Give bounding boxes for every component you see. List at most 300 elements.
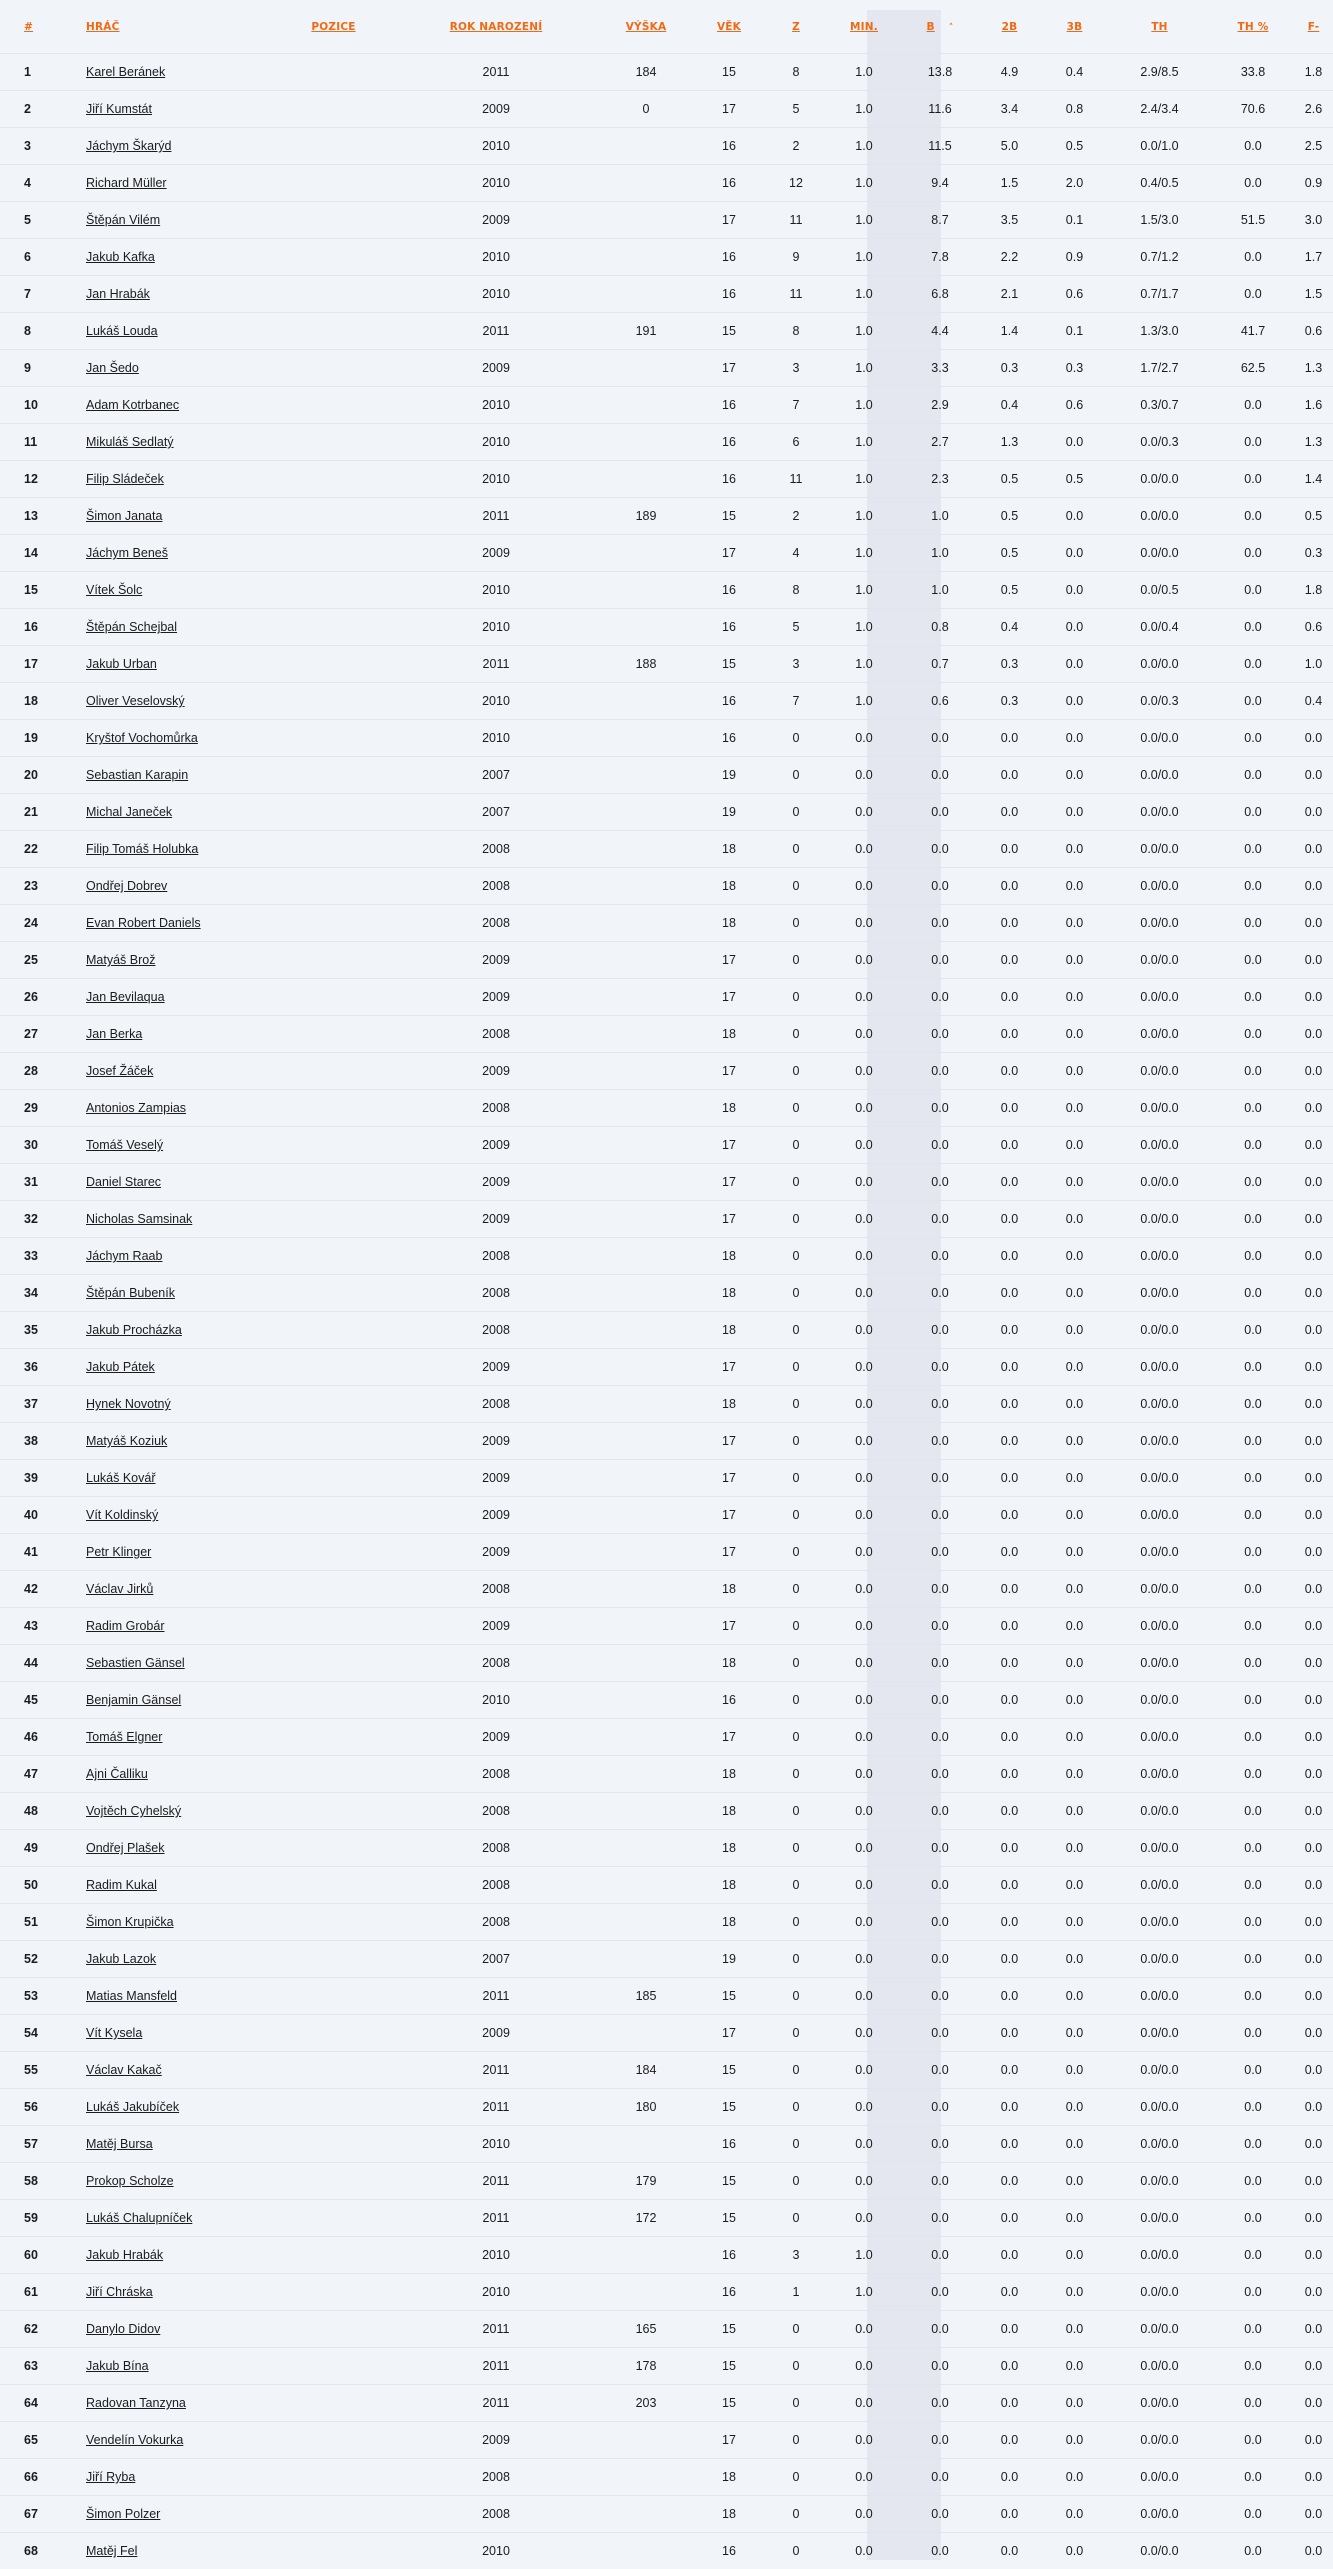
player-link[interactable]: Matěj Bursa (86, 2137, 153, 2151)
cell-fouls: 0.0 (1294, 1164, 1333, 1201)
player-link[interactable]: Jan Šedo (86, 361, 139, 375)
player-link[interactable]: Matyáš Brož (86, 953, 155, 967)
table-row (0, 498, 1333, 535)
player-link[interactable]: Jan Berka (86, 1027, 142, 1041)
cell-games: 0 (767, 2163, 825, 2200)
cell-rank: 20 (0, 757, 86, 794)
cell-minutes: 1.0 (825, 535, 903, 572)
cell-three-pointers: 0.0 (1042, 2459, 1107, 2496)
cell-age: 15 (691, 2311, 767, 2348)
player-link[interactable]: Jakub Urban (86, 657, 157, 671)
cell-player-name (86, 1941, 276, 1978)
cell-player-name (86, 609, 276, 646)
cell-free-throw-pct: 0.0 (1212, 1571, 1294, 1608)
cell-points: 0.0 (903, 1941, 977, 1978)
player-link[interactable]: Václav Kakač (86, 2063, 162, 2077)
cell-height (601, 535, 691, 572)
player-link[interactable]: Jakub Hrabák (86, 2248, 163, 2262)
cell-height (601, 1127, 691, 1164)
cell-points: 4.4 (903, 313, 977, 350)
cell-birth-year: 2008 (391, 1090, 601, 1127)
cell-position (276, 831, 391, 868)
cell-player-name (86, 2385, 276, 2422)
player-link[interactable]: Štěpán Bubeník (86, 1286, 175, 1300)
cell-free-throw-pct: 0.0 (1212, 2237, 1294, 2274)
cell-position (276, 2533, 391, 2569)
player-link[interactable]: Ondřej Plašek (86, 1841, 165, 1855)
cell-player-name (86, 905, 276, 942)
cell-fouls: 0.0 (1294, 905, 1333, 942)
player-link[interactable]: Jáchym Beneš (86, 546, 168, 560)
cell-birth-year: 2010 (391, 239, 601, 276)
cell-free-throw-pct: 41.7 (1212, 313, 1294, 350)
player-link[interactable]: Jan Hrabák (86, 287, 150, 301)
table-row (0, 1053, 1333, 1090)
cell-rank: 25 (0, 942, 86, 979)
cell-birth-year: 2008 (391, 2496, 601, 2533)
cell-height (601, 202, 691, 239)
cell-birth-year: 2010 (391, 387, 601, 424)
player-link[interactable]: Vítek Šolc (86, 583, 142, 597)
cell-age: 18 (691, 1904, 767, 1941)
cell-rank: 30 (0, 1127, 86, 1164)
cell-player-name (86, 1127, 276, 1164)
cell-fouls: 0.3 (1294, 535, 1333, 572)
player-link[interactable]: Štěpán Schejbal (86, 620, 177, 634)
cell-games: 0 (767, 2385, 825, 2422)
cell-position (276, 1756, 391, 1793)
player-link[interactable]: Radovan Tanzyna (86, 2396, 186, 2410)
cell-free-throw-pct: 0.0 (1212, 535, 1294, 572)
cell-position (276, 2274, 391, 2311)
cell-free-throw-pct: 0.0 (1212, 2311, 1294, 2348)
cell-height (601, 1349, 691, 1386)
cell-position (276, 202, 391, 239)
cell-height: 185 (601, 1978, 691, 2015)
player-link[interactable]: Tomáš Elgner (86, 1730, 162, 1744)
cell-minutes: 1.0 (825, 54, 903, 91)
cell-fouls: 0.0 (1294, 2200, 1333, 2237)
cell-three-pointers: 0.6 (1042, 276, 1107, 313)
col-header-points[interactable] (903, 0, 977, 54)
cell-age: 16 (691, 2237, 767, 2274)
player-link[interactable]: Jiří Chráska (86, 2285, 153, 2299)
cell-rank: 3 (0, 128, 86, 165)
cell-birth-year: 2009 (391, 202, 601, 239)
cell-free-throw-pct: 0.0 (1212, 1275, 1294, 1312)
col-header-player[interactable]: HRÁČ (86, 0, 276, 54)
cell-two-pointers: 0.4 (977, 387, 1042, 424)
player-link[interactable]: Jáchym Raab (86, 1249, 162, 1263)
table-row (0, 1756, 1333, 1793)
player-link[interactable]: Michal Janeček (86, 805, 172, 819)
player-link[interactable]: Matyáš Koziuk (86, 1434, 167, 1448)
cell-age: 16 (691, 461, 767, 498)
cell-birth-year: 2010 (391, 424, 601, 461)
cell-height (601, 572, 691, 609)
cell-position (276, 276, 391, 313)
cell-age: 15 (691, 2348, 767, 2385)
cell-games: 7 (767, 683, 825, 720)
player-link[interactable]: Lukáš Chalupníček (86, 2211, 192, 2225)
cell-fouls: 0.0 (1294, 1608, 1333, 1645)
cell-two-pointers: 0.0 (977, 1016, 1042, 1053)
cell-points: 0.0 (903, 1423, 977, 1460)
cell-minutes: 0.0 (825, 831, 903, 868)
table-row (0, 1275, 1333, 1312)
cell-free-throw-pct: 0.0 (1212, 165, 1294, 202)
cell-points: 0.0 (903, 1460, 977, 1497)
player-link[interactable]: Evan Robert Daniels (86, 916, 201, 930)
cell-minutes: 0.0 (825, 2126, 903, 2163)
cell-points: 0.0 (903, 757, 977, 794)
cell-birth-year: 2009 (391, 91, 601, 128)
cell-three-pointers: 0.3 (1042, 350, 1107, 387)
player-link[interactable]: Mikuláš Sedlatý (86, 435, 174, 449)
cell-minutes: 1.0 (825, 683, 903, 720)
player-link[interactable]: Sebastian Karapin (86, 768, 188, 782)
player-link[interactable]: Adam Kotrbanec (86, 398, 179, 412)
cell-two-pointers: 0.0 (977, 1941, 1042, 1978)
cell-player-name (86, 942, 276, 979)
cell-position (276, 535, 391, 572)
cell-points: 0.0 (903, 2348, 977, 2385)
player-link[interactable]: Vít Kysela (86, 2026, 142, 2040)
cell-minutes: 0.0 (825, 1756, 903, 1793)
cell-three-pointers: 0.0 (1042, 1719, 1107, 1756)
cell-position (276, 646, 391, 683)
cell-birth-year: 2007 (391, 1941, 601, 1978)
player-link[interactable]: Josef Žáček (86, 1064, 153, 1078)
cell-position (276, 1201, 391, 1238)
cell-age: 17 (691, 1460, 767, 1497)
cell-minutes: 0.0 (825, 2385, 903, 2422)
cell-rank: 46 (0, 1719, 86, 1756)
cell-age: 19 (691, 794, 767, 831)
cell-free-throws: 1.7/2.7 (1107, 350, 1212, 387)
cell-rank: 15 (0, 572, 86, 609)
cell-player-name (86, 239, 276, 276)
cell-two-pointers: 0.0 (977, 794, 1042, 831)
cell-player-name (86, 1053, 276, 1090)
player-link[interactable]: Šimon Janata (86, 509, 162, 523)
cell-player-name (86, 2089, 276, 2126)
cell-height (601, 1238, 691, 1275)
cell-height (601, 1941, 691, 1978)
cell-free-throws: 0.7/1.7 (1107, 276, 1212, 313)
col-header-fouls[interactable]: F- (1294, 0, 1333, 54)
cell-points: 0.0 (903, 1756, 977, 1793)
cell-free-throw-pct: 0.0 (1212, 1349, 1294, 1386)
table-row (0, 1460, 1333, 1497)
player-link[interactable]: Šimon Polzer (86, 2507, 160, 2521)
cell-player-name (86, 1571, 276, 1608)
table-row (0, 1164, 1333, 1201)
cell-two-pointers: 0.0 (977, 1719, 1042, 1756)
cell-birth-year: 2007 (391, 794, 601, 831)
cell-fouls: 1.3 (1294, 350, 1333, 387)
cell-height (601, 1497, 691, 1534)
cell-rank: 56 (0, 2089, 86, 2126)
cell-fouls: 0.0 (1294, 1201, 1333, 1238)
cell-age: 17 (691, 1534, 767, 1571)
player-link[interactable]: Lukáš Louda (86, 324, 158, 338)
player-link[interactable]: Richard Müller (86, 176, 167, 190)
cell-two-pointers: 0.0 (977, 1201, 1042, 1238)
col-header-2pt[interactable]: 2B (977, 0, 1042, 54)
player-link[interactable]: Danylo Didov (86, 2322, 160, 2336)
cell-two-pointers: 0.0 (977, 905, 1042, 942)
cell-free-throws: 0.0/0.0 (1107, 1164, 1212, 1201)
col-header-age[interactable]: VĚK (691, 0, 767, 54)
cell-free-throw-pct: 62.5 (1212, 350, 1294, 387)
cell-rank: 43 (0, 1608, 86, 1645)
cell-rank: 24 (0, 905, 86, 942)
player-link[interactable]: Jakub Pátek (86, 1360, 155, 1374)
cell-player-name (86, 2274, 276, 2311)
player-link[interactable]: Vendelín Vokurka (86, 2433, 183, 2447)
cell-age: 15 (691, 54, 767, 91)
player-link[interactable]: Jakub Procházka (86, 1323, 182, 1337)
cell-free-throws: 0.0/0.0 (1107, 535, 1212, 572)
cell-three-pointers: 0.0 (1042, 646, 1107, 683)
cell-birth-year: 2009 (391, 2422, 601, 2459)
cell-points: 0.0 (903, 2385, 977, 2422)
cell-three-pointers: 0.0 (1042, 1349, 1107, 1386)
cell-position (276, 1090, 391, 1127)
cell-free-throws: 0.0/0.0 (1107, 2126, 1212, 2163)
player-link[interactable]: Lukáš Jakubíček (86, 2100, 179, 2114)
col-header-free-throw-pct[interactable]: TH % (1212, 0, 1294, 54)
cell-free-throws: 0.0/0.0 (1107, 2163, 1212, 2200)
cell-points: 0.0 (903, 1312, 977, 1349)
col-header-birth-year[interactable]: ROK NAROZENÍ (391, 0, 601, 54)
cell-games: 0 (767, 1016, 825, 1053)
col-header-minutes[interactable]: MIN. (825, 0, 903, 54)
cell-height: 184 (601, 2052, 691, 2089)
cell-points: 0.6 (903, 683, 977, 720)
cell-position (276, 1053, 391, 1090)
cell-free-throw-pct: 0.0 (1212, 1090, 1294, 1127)
cell-free-throw-pct: 0.0 (1212, 2348, 1294, 2385)
table-row (0, 2163, 1333, 2200)
cell-points: 0.0 (903, 979, 977, 1016)
cell-position (276, 2052, 391, 2089)
cell-birth-year: 2010 (391, 2126, 601, 2163)
player-link[interactable]: Ondřej Dobrev (86, 879, 167, 893)
cell-free-throw-pct: 0.0 (1212, 2163, 1294, 2200)
player-link[interactable]: Kryštof Vochomůrka (86, 731, 198, 745)
cell-height (601, 424, 691, 461)
cell-rank: 39 (0, 1460, 86, 1497)
cell-position (276, 757, 391, 794)
player-link[interactable]: Jáchym Škarýd (86, 139, 171, 153)
cell-position (276, 1645, 391, 1682)
player-link[interactable]: Filip Tomáš Holubka (86, 842, 198, 856)
player-link[interactable]: Daniel Starec (86, 1175, 161, 1189)
cell-two-pointers: 0.0 (977, 2348, 1042, 2385)
player-link[interactable]: Vít Koldinský (86, 1508, 158, 1522)
cell-birth-year: 2011 (391, 1978, 601, 2015)
cell-position (276, 1978, 391, 2015)
table-row (0, 2496, 1333, 2533)
col-header-position[interactable]: POZICE (276, 0, 391, 54)
cell-free-throw-pct: 0.0 (1212, 1497, 1294, 1534)
cell-height (601, 720, 691, 757)
cell-three-pointers: 0.0 (1042, 2163, 1107, 2200)
cell-three-pointers: 0.0 (1042, 2311, 1107, 2348)
col-header-free-throws[interactable]: TH (1107, 0, 1212, 54)
cell-age: 18 (691, 1867, 767, 1904)
player-link[interactable]: Jiří Kumstát (86, 102, 152, 116)
cell-height (601, 1090, 691, 1127)
col-header-rank[interactable]: # (0, 0, 86, 54)
cell-age: 17 (691, 2015, 767, 2052)
cell-birth-year: 2008 (391, 1238, 601, 1275)
cell-points: 0.0 (903, 1127, 977, 1164)
cell-minutes: 0.0 (825, 1090, 903, 1127)
cell-birth-year: 2008 (391, 1571, 601, 1608)
cell-free-throws: 0.0/0.0 (1107, 461, 1212, 498)
player-link[interactable]: Prokop Scholze (86, 2174, 174, 2188)
table-row (0, 1423, 1333, 1460)
cell-age: 17 (691, 91, 767, 128)
table-row (0, 1312, 1333, 1349)
cell-points: 0.0 (903, 1090, 977, 1127)
player-link[interactable]: Sebastien Gänsel (86, 1656, 185, 1670)
col-header-height[interactable]: VÝŠKA (601, 0, 691, 54)
cell-rank: 62 (0, 2311, 86, 2348)
cell-games: 0 (767, 1201, 825, 1238)
player-link[interactable]: Antonios Zampias (86, 1101, 186, 1115)
cell-free-throw-pct: 0.0 (1212, 1756, 1294, 1793)
cell-fouls: 2.5 (1294, 128, 1333, 165)
cell-free-throws: 0.0/0.0 (1107, 905, 1212, 942)
cell-age: 18 (691, 1645, 767, 1682)
cell-height (601, 1682, 691, 1719)
cell-fouls: 0.0 (1294, 2422, 1333, 2459)
cell-fouls: 1.3 (1294, 424, 1333, 461)
table-row (0, 1793, 1333, 1830)
cell-two-pointers: 0.0 (977, 2200, 1042, 2237)
table-row (0, 1497, 1333, 1534)
table-row (0, 387, 1333, 424)
cell-minutes: 0.0 (825, 1312, 903, 1349)
player-link[interactable]: Karel Beránek (86, 65, 165, 79)
cell-minutes: 1.0 (825, 609, 903, 646)
table-row (0, 1867, 1333, 1904)
cell-minutes: 0.0 (825, 720, 903, 757)
cell-height: 180 (601, 2089, 691, 2126)
player-link[interactable]: Václav Jirků (86, 1582, 153, 1596)
col-header-games[interactable]: Z (767, 0, 825, 54)
cell-position (276, 942, 391, 979)
cell-two-pointers: 0.0 (977, 1127, 1042, 1164)
cell-points: 2.7 (903, 424, 977, 461)
cell-points: 0.0 (903, 1978, 977, 2015)
cell-free-throw-pct: 33.8 (1212, 54, 1294, 91)
cell-games: 0 (767, 905, 825, 942)
player-link[interactable]: Jiří Ryba (86, 2470, 135, 2484)
cell-player-name (86, 350, 276, 387)
cell-two-pointers: 1.3 (977, 424, 1042, 461)
player-link[interactable]: Radim Grobár (86, 1619, 165, 1633)
cell-age: 15 (691, 2200, 767, 2237)
cell-three-pointers: 0.0 (1042, 1978, 1107, 2015)
cell-free-throws: 0.0/0.4 (1107, 609, 1212, 646)
cell-three-pointers: 0.4 (1042, 54, 1107, 91)
cell-minutes: 0.0 (825, 1830, 903, 1867)
player-link[interactable]: Petr Klinger (86, 1545, 151, 1559)
cell-rank: 33 (0, 1238, 86, 1275)
player-link[interactable]: Matias Mansfeld (86, 1989, 177, 2003)
player-link[interactable]: Vojtěch Cyhelský (86, 1804, 181, 1818)
cell-points: 0.8 (903, 609, 977, 646)
player-link[interactable]: Jan Bevilaqua (86, 990, 165, 1004)
player-link[interactable]: Benjamin Gänsel (86, 1693, 181, 1707)
cell-rank: 50 (0, 1867, 86, 1904)
cell-two-pointers: 3.4 (977, 91, 1042, 128)
cell-height (601, 1608, 691, 1645)
player-link[interactable]: Šimon Krupička (86, 1915, 174, 1929)
player-link[interactable]: Jakub Bína (86, 2359, 149, 2373)
player-link[interactable]: Nicholas Samsinak (86, 1212, 192, 1226)
cell-free-throw-pct: 0.0 (1212, 461, 1294, 498)
player-link[interactable]: Oliver Veselovský (86, 694, 185, 708)
cell-birth-year: 2010 (391, 1682, 601, 1719)
cell-two-pointers: 0.0 (977, 2496, 1042, 2533)
cell-birth-year: 2010 (391, 461, 601, 498)
cell-three-pointers: 0.0 (1042, 1756, 1107, 1793)
cell-fouls: 0.0 (1294, 1386, 1333, 1423)
col-header-3pt[interactable]: 3B (1042, 0, 1107, 54)
cell-rank: 19 (0, 720, 86, 757)
cell-rank: 14 (0, 535, 86, 572)
cell-free-throws: 0.0/0.0 (1107, 868, 1212, 905)
player-link[interactable]: Matěj Fel (86, 2544, 137, 2558)
cell-games: 3 (767, 350, 825, 387)
cell-points: 0.0 (903, 1053, 977, 1090)
player-link[interactable]: Hynek Novotný (86, 1397, 171, 1411)
cell-points: 0.0 (903, 1275, 977, 1312)
cell-birth-year: 2008 (391, 905, 601, 942)
cell-minutes: 1.0 (825, 424, 903, 461)
cell-age: 17 (691, 1423, 767, 1460)
cell-fouls: 0.5 (1294, 498, 1333, 535)
cell-height: 189 (601, 498, 691, 535)
cell-fouls: 0.0 (1294, 1090, 1333, 1127)
cell-player-name (86, 1460, 276, 1497)
player-link[interactable]: Radim Kukal (86, 1878, 157, 1892)
cell-games: 0 (767, 794, 825, 831)
player-link[interactable]: Štěpán Vilém (86, 213, 160, 227)
table-row (0, 2459, 1333, 2496)
cell-fouls: 0.0 (1294, 2348, 1333, 2385)
cell-free-throw-pct: 0.0 (1212, 239, 1294, 276)
table-row (0, 1571, 1333, 1608)
cell-height (601, 868, 691, 905)
player-link[interactable]: Lukáš Kovář (86, 1471, 155, 1485)
player-link[interactable]: Filip Sládeček (86, 472, 164, 486)
cell-games: 0 (767, 1164, 825, 1201)
cell-three-pointers: 0.0 (1042, 2274, 1107, 2311)
cell-birth-year: 2009 (391, 1608, 601, 1645)
player-link[interactable]: Jakub Lazok (86, 1952, 156, 1966)
player-link[interactable]: Tomáš Veselý (86, 1138, 163, 1152)
player-link[interactable]: Ajni Čalliku (86, 1767, 148, 1781)
player-link[interactable]: Jakub Kafka (86, 250, 155, 264)
cell-player-name (86, 1793, 276, 1830)
